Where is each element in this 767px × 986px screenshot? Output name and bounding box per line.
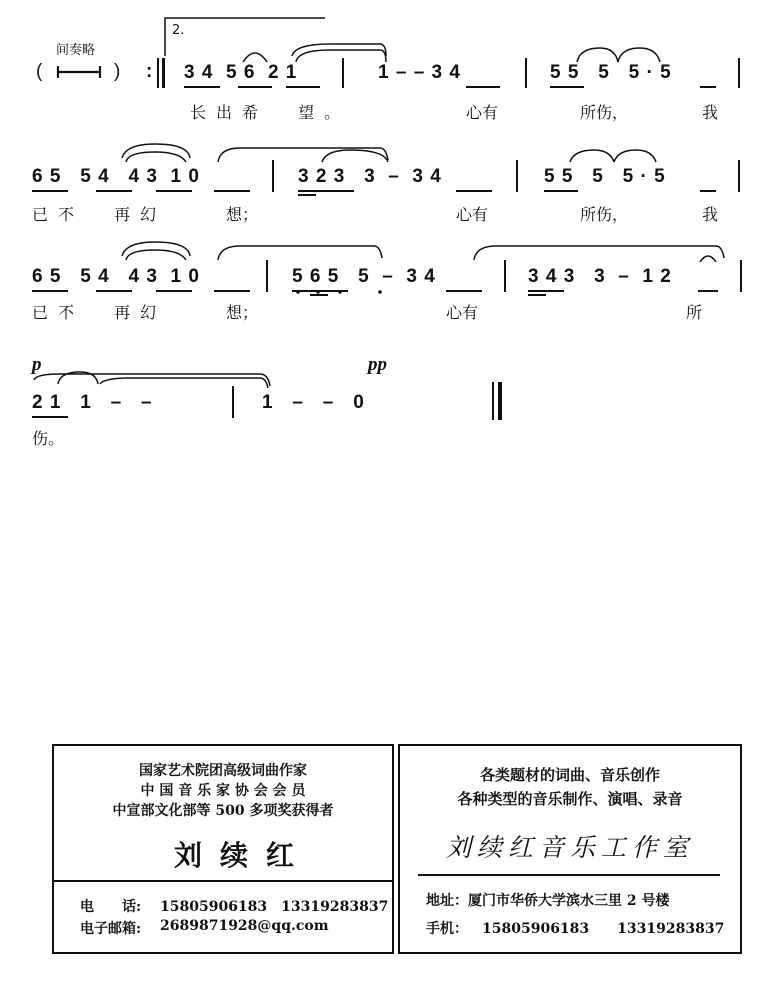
row2-lyric4: 所伤，: [580, 205, 629, 224]
underline: [156, 190, 192, 192]
row2-measure1: 6 5 5 4 4 3 1 0: [32, 166, 200, 187]
barline: [738, 160, 740, 192]
underline: [32, 190, 68, 192]
email-value: 2689871928@qq.com: [160, 918, 329, 934]
composer-name: 刘续红: [174, 839, 313, 872]
row3-measure2: 5 6 5 5 – 3 4: [292, 266, 436, 287]
underline: [456, 190, 492, 192]
underline: [298, 190, 354, 192]
barline: [504, 260, 506, 292]
row2-measure3: 5 5 5 5 · 5: [544, 166, 666, 187]
repeat-sign: :: [146, 61, 154, 82]
underline-double: [310, 294, 328, 296]
row1-lyric4: 我: [702, 103, 719, 122]
row3-measure3: 3 4 3 3 – 1 2: [528, 266, 672, 287]
studio-card: [398, 744, 742, 954]
underline: [156, 290, 192, 292]
row3-lyric1: 已不 再幻: [32, 303, 167, 322]
underline: [446, 290, 482, 292]
underline: [96, 190, 132, 192]
barline: [525, 58, 527, 88]
composer-card: [52, 744, 394, 954]
studio-name: 刘续红音乐工作室: [446, 833, 695, 862]
barline: [272, 160, 274, 192]
repeat-barline-thin: [157, 58, 159, 88]
final-barline-thin: [492, 382, 494, 420]
interlude-close-paren: ): [114, 61, 122, 82]
phone-label: 电 话:: [80, 899, 142, 915]
row4-lyric1: 伤。: [32, 429, 65, 448]
interlude-open-paren: (: [36, 61, 44, 82]
interlude-label: 间奏略: [56, 43, 96, 58]
row4-measure2: 1 – – 0: [262, 392, 365, 413]
row1-measure3: 5 5 5 5 · 5: [550, 62, 672, 83]
underline: [292, 290, 348, 292]
barline: [738, 58, 740, 88]
card-title-1: 国家艺术院团高级词曲作家: [139, 763, 307, 779]
underline: [214, 290, 250, 292]
underline: [286, 86, 320, 88]
underline: [528, 290, 564, 292]
barline: [740, 260, 742, 292]
card-title-2: 中 国 音 乐 家 协 会 会 员: [140, 783, 306, 799]
underline: [700, 86, 716, 88]
dynamic-pp: pp: [368, 354, 387, 375]
studio-address: 地址：厦门市华侨大学滨水三里 2 号楼: [426, 893, 670, 909]
row1-lyric2: 心有: [466, 103, 499, 122]
underline: [700, 190, 716, 192]
row4-measure1: 2 1 1 – –: [32, 392, 153, 413]
card-divider: [54, 880, 392, 882]
final-barline-thick: [498, 382, 502, 420]
row3-lyric2: 想；: [226, 303, 259, 322]
row1-lyric1: 长出希 望。: [190, 103, 351, 122]
studio-line-1: 各类题材的词曲、音乐创作: [479, 766, 660, 784]
card-title-3: 中宣部文化部等 500 多项奖获得者: [112, 803, 334, 819]
dynamic-p: p: [32, 354, 42, 375]
row1-measure2: 1 – – 3 4: [378, 62, 461, 83]
mobile-label: 手机：: [426, 921, 468, 937]
volta-label: 2.: [172, 23, 185, 38]
underline: [238, 86, 272, 88]
row3-measure1: 6 5 5 4 4 3 1 0: [32, 266, 200, 287]
underline: [32, 416, 68, 418]
mobile-values: 15805906183 13319283837: [482, 921, 725, 937]
studio-line-2: 各种类型的音乐制作、演唱、录音: [457, 790, 683, 808]
barline: [516, 160, 518, 192]
underline: [466, 86, 500, 88]
row2-lyric5: 我: [702, 205, 719, 224]
studio-divider: [418, 874, 720, 876]
underline-double: [528, 294, 546, 296]
underline: [214, 190, 250, 192]
row2-measure2: 3 2 3 3 – 3 4: [298, 166, 442, 187]
row3-lyric4: 所: [686, 303, 703, 322]
row2-lyric2: 想；: [226, 205, 259, 224]
row3-lyric3: 心有: [446, 303, 479, 322]
row1-measure1: 3 4 5 6 2 1: [184, 62, 298, 83]
underline: [698, 290, 718, 292]
barline: [232, 386, 234, 418]
row1-lyric3: 所伤，: [580, 103, 629, 122]
phone-values: 15805906183 13319283837: [160, 899, 389, 915]
barline: [266, 260, 268, 292]
underline: [184, 86, 220, 88]
underline: [32, 290, 68, 292]
row2-lyric1: 已不 再幻: [32, 205, 167, 224]
underline: [96, 290, 132, 292]
underline: [544, 190, 578, 192]
row2-lyric3: 心有: [456, 205, 489, 224]
repeat-barline-thick: [162, 58, 165, 88]
email-label: 电子邮箱:: [80, 921, 142, 937]
underline: [550, 86, 584, 88]
underline-double: [298, 194, 316, 196]
barline: [342, 58, 344, 88]
